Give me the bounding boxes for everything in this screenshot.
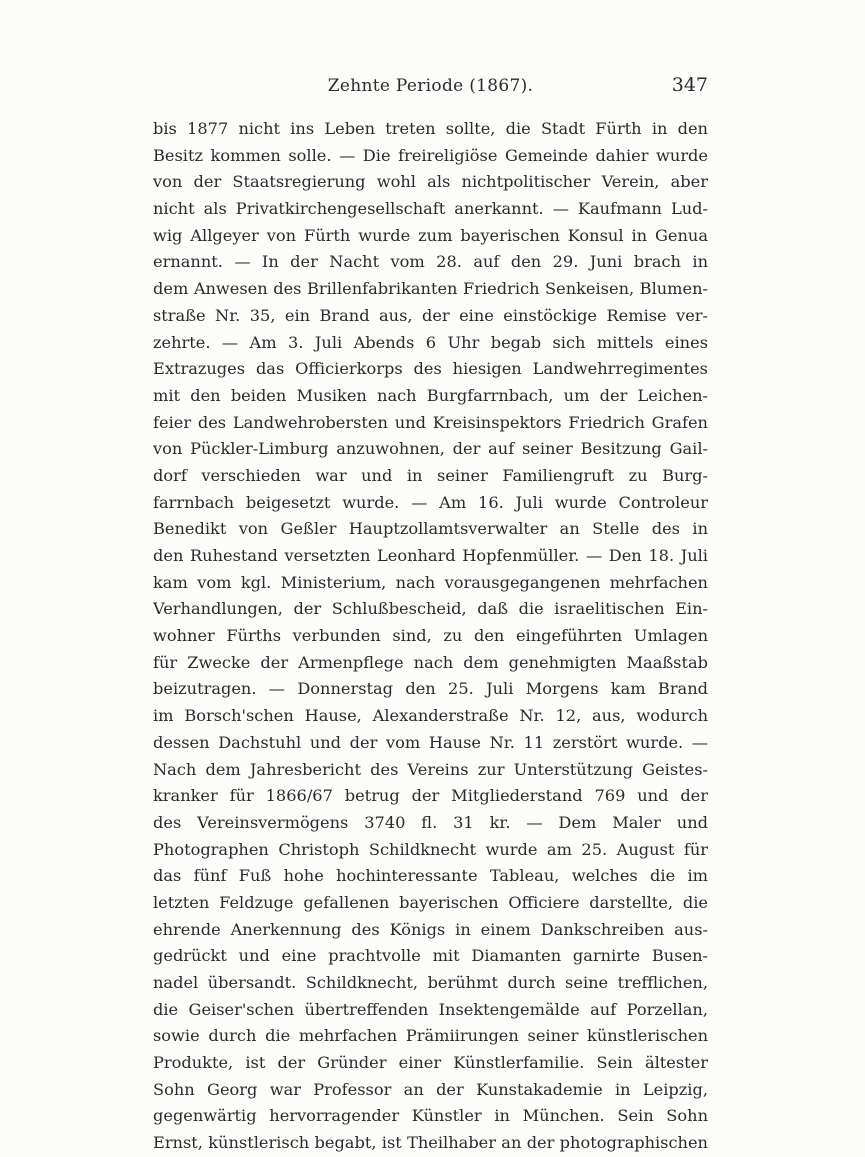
text-line: Benedikt von Geßler Hauptzollamtsverwalter an Stelle des in	[153, 519, 708, 539]
text-line: feier des Landwehrobersten und Kreisinspektors Friedrich Grafen	[153, 412, 708, 432]
text-line: für Zwecke der Armenpflege nach dem genehmigten Maaßstab	[153, 652, 708, 672]
text-line: bis 1877 nicht ins Leben treten sollte, die Stadt Fürth in den	[153, 119, 708, 138]
text-line: beizutragen. — Donnerstag den 25. Juli Morgens kam Brand	[153, 679, 708, 699]
text-line: mit den beiden Musiken nach Burgfarrnbach, um der Leichen-	[153, 385, 708, 405]
text-line: straße Nr. 35, ein Brand aus, der eine einstöckige Remise ver-	[153, 305, 708, 325]
text-line: letzten Feldzuge gefallenen bayerischen Officiere darstellte, die	[153, 892, 708, 912]
text-line: dessen Dachstuhl und der vom Hause Nr. 11 zerstört wurde. —	[153, 732, 708, 752]
text-line: gegenwärtig hervorragender Künstler in München. Sein Sohn	[153, 1106, 708, 1126]
page-number: 347	[671, 74, 708, 96]
text-line: im Borsch'schen Hause, Alexanderstraße Nr. 12, aus, wodurch	[153, 706, 708, 726]
text-line: ehrende Anerkennung des Königs in einem Dankschreiben aus-	[153, 919, 708, 939]
text-line: ernannt. — In der Nacht vom 28. auf den 29. Juni brach in	[153, 252, 708, 272]
text-line: nadel übersandt. Schildknecht, berühmt durch seine trefflichen,	[153, 973, 708, 992]
text-line: gedrückt und eine prachtvolle mit Diamanten garnirte Busen-	[153, 946, 708, 966]
text-line: kam vom kgl. Ministerium, nach vorausgegangenen mehrfachen	[153, 572, 708, 592]
text-line: Verhandlungen, der Schlußbescheid, daß die israelitischen Ein-	[153, 599, 708, 619]
text-line: die Geiser'schen übertreffenden Insektengemälde auf Porzellan,	[153, 999, 708, 1019]
text-line: wig Allgeyer von Fürth wurde zum bayerischen Konsul in Genua	[153, 225, 708, 245]
text-line: des Vereinsvermögens 3740 fl. 31 kr. — Dem Maler und	[153, 812, 708, 832]
text-line: den Ruhestand versetzten Leonhard Hopfenmüller. — Den 18. Juli	[153, 546, 708, 565]
text-line: dem Anwesen des Brillenfabrikanten Friedrich Senkeisen, Blumen-	[153, 279, 708, 299]
text-line: wohner Fürths verbunden sind, zu den eingeführten Umlagen	[153, 626, 708, 646]
text-line: Photographen Christoph Schildknecht wurde am 25. August für	[153, 839, 708, 859]
text-line: dorf verschieden war und in seiner Familiengruft zu Burg-	[153, 465, 708, 485]
text-line: sowie durch die mehrfachen Prämiirungen seiner künstlerischen	[153, 1026, 708, 1046]
text-line: Produkte, ist der Gründer einer Künstlerfamilie. Sein ältester	[153, 1053, 708, 1073]
text-line: von der Staatsregierung wohl als nichtpolitischer Verein, aber	[153, 172, 708, 192]
text-line: von Pückler-Limburg anzuwohnen, der auf seiner Besitzung Gail-	[153, 439, 708, 459]
text-line: Besitz kommen solle. — Die freireligiöse Gemeinde dahier wurde	[153, 145, 708, 165]
text-line: das fünf Fuß hohe hochinteressante Tableau, welches die im	[153, 866, 708, 886]
text-line: Ernst, künstlerisch begabt, ist Theilhaber an der photographischen	[153, 1133, 708, 1153]
text-line: farrnbach beigesetzt wurde. — Am 16. Juli wurde Controleur	[153, 492, 708, 512]
text-line: Extrazuges das Officierkorps des hiesigen Landwehrregimentes	[153, 359, 708, 379]
text-line: Nach dem Jahresbericht des Vereins zur Unterstützung Geistes-	[153, 759, 708, 779]
text-line: zehrte. — Am 3. Juli Abends 6 Uhr begab sich mittels eines	[153, 332, 708, 352]
page-header	[153, 72, 708, 102]
running-title: Zehnte Periode (1867).	[327, 76, 534, 96]
text-line: kranker für 1866/67 betrug der Mitgliederstand 769 und der	[153, 786, 708, 806]
body-text	[153, 116, 708, 1157]
text-line: nicht als Privatkirchengesellschaft anerkannt. — Kaufmann Lud-	[153, 199, 708, 219]
text-line: Sohn Georg war Professor an der Kunstakademie in Leipzig,	[153, 1079, 708, 1099]
